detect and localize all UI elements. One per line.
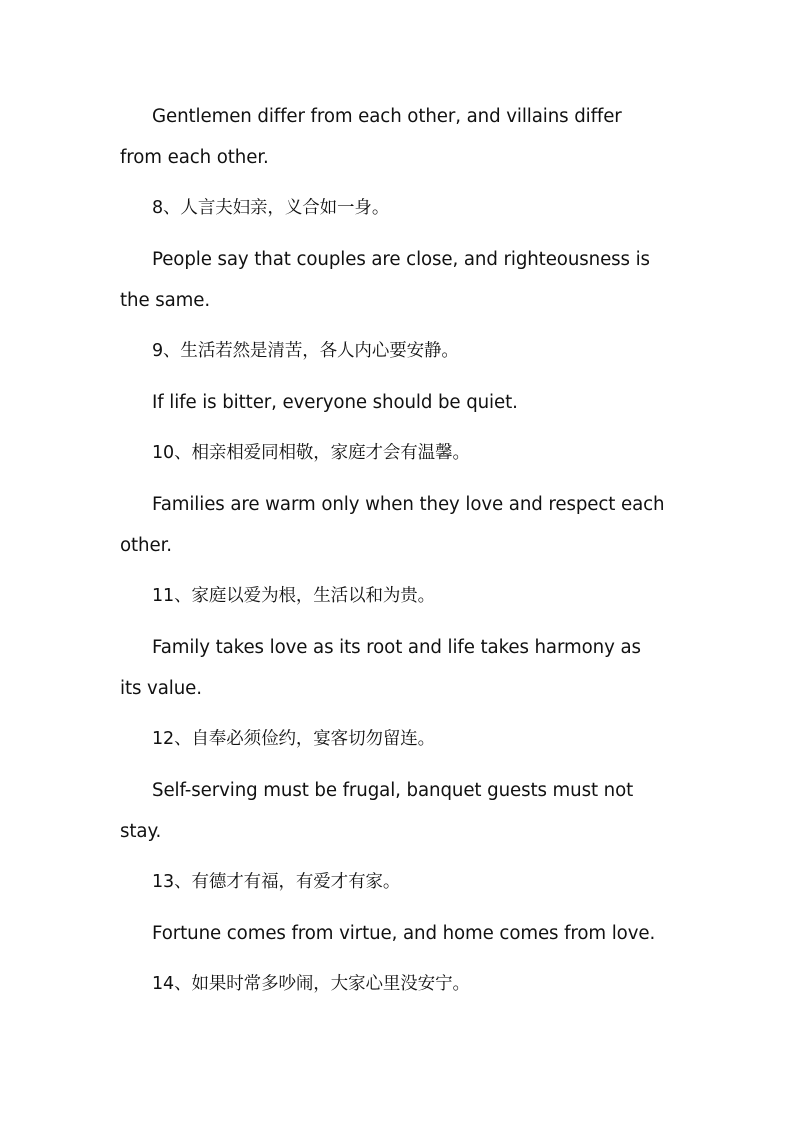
paragraph-english: Family takes love as its root and life takes harmony as its value.: [120, 637, 641, 699]
document-page: [120, 96, 665, 1015]
paragraph-chinese: 14、如果时常多吵闹，大家心里没安宁。: [152, 974, 470, 994]
paragraph-chinese: 8、人言夫妇亲，义合如一身。: [152, 198, 390, 218]
paragraph-english: People say that couples are close, and righteousness is the same.: [120, 249, 650, 311]
paragraph-english: If life is bitter, everyone should be quiet.: [152, 392, 518, 413]
paragraph-english: Self-serving must be frugal, banquet guests must not stay.: [120, 780, 634, 842]
paragraph-chinese: 11、家庭以爱为根，生活以和为贵。: [152, 586, 436, 606]
paragraph-chinese: 9、生活若然是清苦，各人内心要安静。: [152, 341, 459, 361]
paragraph-english: Fortune comes from virtue, and home comes from love.: [152, 923, 656, 944]
paragraph-chinese: 12、自奉必须俭约，宴客切勿留连。: [152, 729, 436, 749]
paragraph-chinese: 10、相亲相爱同相敬，家庭才会有温馨。: [152, 443, 470, 463]
paragraph-chinese: 13、有德才有福，有爱才有家。: [152, 872, 401, 892]
paragraph-english: Families are warm only when they love and respect each other.: [120, 494, 665, 556]
paragraph-english: Gentlemen differ from each other, and villains differ from each other.: [120, 106, 622, 168]
